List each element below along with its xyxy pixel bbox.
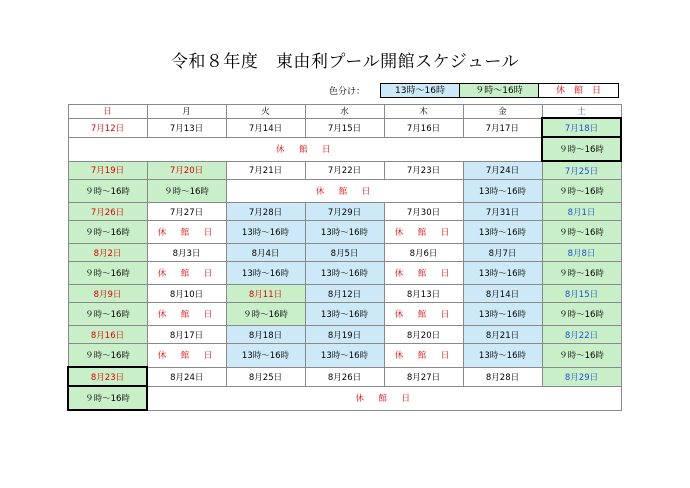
date-cell: 7月12日 [68,118,147,137]
hours-row [68,303,621,326]
hours-row [68,137,621,161]
date-cell: 7月28日 [226,203,305,221]
date-row [68,326,621,344]
hours-cell: ９時～16時 [68,180,147,203]
legend-label: 色分け： [329,86,366,97]
hours-cell: 13時～16時 [226,262,305,285]
date-cell: 8月1日 [542,203,621,221]
date-cell: 8月11日 [226,285,305,303]
date-cell: 7月15日 [305,118,384,137]
weekday-sat: 土 [542,105,621,119]
date-cell: 7月21日 [226,161,305,180]
legend-swatch-afternoon: 13時～16時 [380,83,460,98]
date-cell: 7月16日 [384,118,463,137]
date-cell: 8月18日 [226,326,305,344]
date-cell: 7月24日 [463,161,542,180]
hours-cell: 13時～16時 [305,344,384,368]
hours-cell: ９時～16時 [542,262,621,285]
weekday-mon: 月 [147,105,226,119]
hours-cell-closed: 休 館 日 [147,221,226,244]
date-cell: 8月23日 [68,367,147,386]
hours-cell-closed: 休 館 日 [147,344,226,368]
hours-cell: ９時～16時 [68,221,147,244]
hours-cell-closed: 休 館 日 [384,262,463,285]
date-cell: 7月25日 [542,161,621,180]
date-cell: 8月16日 [68,326,147,344]
date-cell: 7月29日 [305,203,384,221]
hours-row [68,221,621,244]
hours-cell: ９時～16時 [542,180,621,203]
hours-cell: 13時～16時 [305,303,384,326]
date-cell: 8月17日 [147,326,226,344]
date-cell: 8月26日 [305,367,384,386]
color-legend [329,82,619,98]
date-cell: 8月27日 [384,367,463,386]
hours-cell: ９時～16時 [68,344,147,368]
hours-cell: ９時～16時 [68,386,147,410]
date-row [68,285,621,303]
weekday-header-row [68,105,621,119]
date-cell: 8月3日 [147,244,226,262]
legend-swatch-closed: 休 館 日 [538,83,619,98]
hours-row [68,262,621,285]
hours-cell-closed: 休 館 日 [226,180,463,203]
hours-cell: ９時～16時 [542,303,621,326]
date-cell: 7月20日 [147,161,226,180]
date-cell: 7月14日 [226,118,305,137]
date-cell: 8月7日 [463,244,542,262]
date-cell: 7月13日 [147,118,226,137]
date-cell: 8月25日 [226,367,305,386]
hours-cell: 13時～16時 [463,303,542,326]
hours-cell: ９時～16時 [542,344,621,368]
hours-cell: ９時～16時 [147,180,226,203]
date-row [68,203,621,221]
hours-cell: ９時～16時 [542,221,621,244]
hours-cell: 13時～16時 [463,262,542,285]
legend-swatch-fullday: ９時～16時 [459,83,539,98]
hours-cell-closed: 休 館 日 [384,221,463,244]
weekday-wed: 水 [305,105,384,119]
hours-cell: 13時～16時 [463,344,542,368]
hours-cell-closed: 休 館 日 [384,344,463,368]
hours-cell: 13時～16時 [226,221,305,244]
hours-row [68,344,621,368]
date-cell: 8月12日 [305,285,384,303]
weekday-fri: 金 [463,105,542,119]
hours-cell: 13時～16時 [305,262,384,285]
weekday-sun: 日 [68,105,147,119]
date-cell: 8月20日 [384,326,463,344]
date-cell: 8月15日 [542,285,621,303]
weekday-thu: 木 [384,105,463,119]
date-cell: 8月14日 [463,285,542,303]
hours-cell-closed: 休 館 日 [147,303,226,326]
date-cell: 8月9日 [68,285,147,303]
hours-cell: ９時～16時 [68,303,147,326]
date-cell: 7月31日 [463,203,542,221]
date-row [68,367,621,386]
date-row [68,118,621,137]
hours-cell-closed: 休 館 日 [147,386,621,410]
hours-cell: 13時～16時 [226,344,305,368]
date-cell: 8月22日 [542,326,621,344]
hours-cell: ９時～16時 [226,303,305,326]
date-cell: 7月19日 [68,161,147,180]
date-cell: 8月19日 [305,326,384,344]
hours-row [68,386,621,410]
hours-cell-closed: 休 館 日 [147,262,226,285]
hours-cell: ９時～16時 [542,137,621,161]
page-title: 令和８年度 東由利プール開館スケジュール [170,52,520,72]
date-cell: 7月23日 [384,161,463,180]
date-cell: 7月30日 [384,203,463,221]
date-cell: 7月26日 [68,203,147,221]
date-cell: 7月27日 [147,203,226,221]
hours-cell-closed: 休 館 日 [68,137,542,161]
date-cell: 8月29日 [542,367,621,386]
date-cell: 8月10日 [147,285,226,303]
date-cell: 8月24日 [147,367,226,386]
date-cell: 7月22日 [305,161,384,180]
date-cell: 8月6日 [384,244,463,262]
hours-cell-closed: 休 館 日 [384,303,463,326]
date-cell: 7月18日 [542,118,621,137]
date-cell: 8月13日 [384,285,463,303]
date-cell: 8月4日 [226,244,305,262]
date-row [68,244,621,262]
hours-row [68,180,621,203]
hours-cell: ９時～16時 [68,262,147,285]
weekday-tue: 火 [226,105,305,119]
date-cell: 8月28日 [463,367,542,386]
hours-cell: 13時～16時 [463,180,542,203]
schedule-table [67,104,622,411]
date-cell: 7月17日 [463,118,542,137]
date-cell: 8月2日 [68,244,147,262]
hours-cell: 13時～16時 [463,221,542,244]
date-row [68,161,621,180]
hours-cell: 13時～16時 [305,221,384,244]
date-cell: 8月21日 [463,326,542,344]
date-cell: 8月8日 [542,244,621,262]
date-cell: 8月5日 [305,244,384,262]
